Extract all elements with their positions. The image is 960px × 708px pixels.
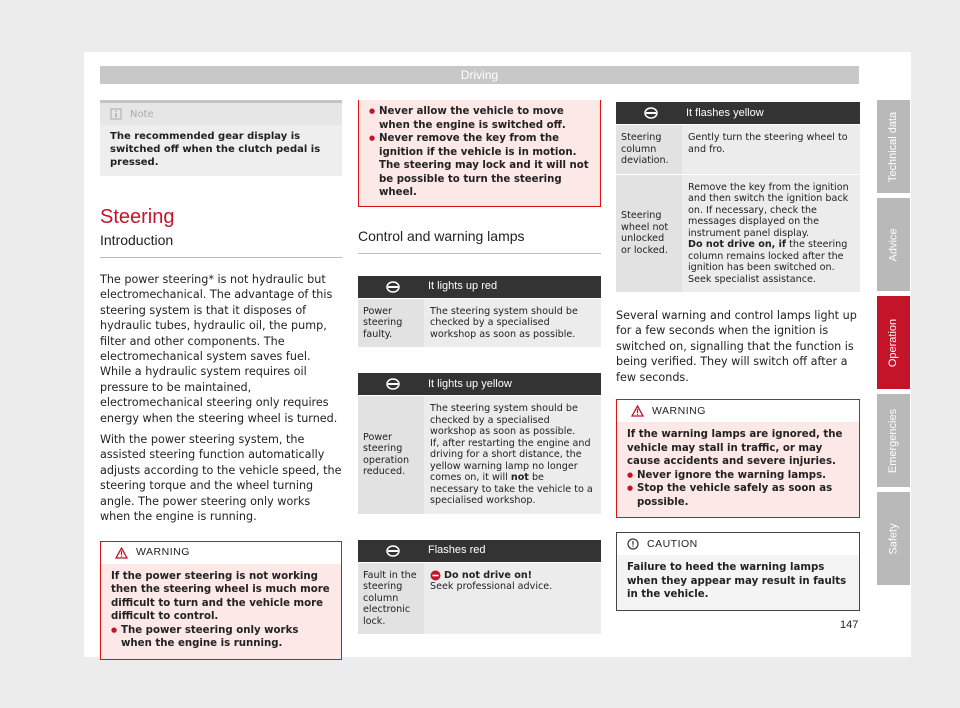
tab-advice[interactable]: Advice <box>877 198 910 291</box>
table-title: It lights up yellow <box>428 377 512 390</box>
column-right <box>616 100 860 611</box>
lamp-table-red <box>358 276 601 348</box>
steering-wheel-icon <box>644 107 658 119</box>
paragraph: Several warning and control lamps light up for a few seconds when the ignition is switched on, signalling that the function is being verified. They will switch off after a few seconds. <box>616 309 857 384</box>
warning-bullet: ● Stop the vehicle safely as soon as possible. <box>627 482 849 509</box>
lamp-table-yellow <box>358 373 601 514</box>
warning-triangle-icon <box>631 405 644 417</box>
info-icon <box>110 108 122 120</box>
stop-icon <box>430 570 441 581</box>
page-number: 147 <box>840 619 859 631</box>
steering-wheel-icon <box>386 545 400 557</box>
column-left <box>100 100 342 660</box>
table-row: Steering column deviation. Gently turn the steering wheel to and fro. <box>616 124 860 174</box>
page-header: Driving <box>100 66 859 84</box>
caution-text: Failure to heed the warning lamps when they appear may result in faults in the vehicle. <box>627 562 847 601</box>
warning-box <box>100 541 342 660</box>
chapter-tabs <box>877 100 911 590</box>
warning-triangle-icon <box>115 547 128 559</box>
warning-bullet: ● Never ignore the warning lamps. <box>627 469 849 483</box>
warning-text: If the power steering is not working then the steering wheel is much more difficult to turn and the vehicle more difficult to control. <box>111 570 330 622</box>
note-text: The recommended gear display is switched off when the clutch pedal is pressed. <box>110 131 321 168</box>
table-row: Fault in the steering column electronic lock. Do not drive on! Seek professional advice. <box>358 562 601 635</box>
table-row: Steering wheel not unlocked or locked. Remove the key from the ignition and then switch the ignition back on. If necessary, check the messages displayed on the instrument panel display. Do not drive on, if the steering column remains locked after the ignition has been switched on. Seek specialist assistance. <box>616 174 860 293</box>
table-title: It flashes yellow <box>686 106 764 119</box>
tab-safety[interactable]: Safety <box>877 492 910 585</box>
caution-icon <box>627 538 639 550</box>
steering-wheel-icon <box>386 378 400 390</box>
warning-box <box>616 399 860 518</box>
paragraph: The power steering* is not hydraulic but electromechanical. The advantage of this steering system is that it disposes of hydraulic tubes, hydraulic oil, the pump, filter and other components. The electromechanical system saves fuel. While a hydraulic system requires oil pressure to be maintained, electromechanical steering only requires energy when the steering wheel is turned. <box>100 273 338 425</box>
table-row: Power steering operation reduced. The steering system should be checked by a specialised workshop as soon as possible. If, after restarting the engine and driving for a short distance, the yellow warning lamp no longer comes on, it will not be necessary to take the vehicle to a specialised workshop. <box>358 395 601 514</box>
caution-box <box>616 532 860 611</box>
note-box <box>100 100 342 176</box>
paragraph: With the power steering system, the assisted steering function automatically adjusts according to the vehicle speed, the steering torque and the wheel turning angle. The power steering only works when the engine is running. <box>100 433 342 524</box>
table-row: Power steering faulty. The steering system should be checked by a specialised workshop as soon as possible. <box>358 298 601 348</box>
warning-label: WARNING <box>652 404 706 417</box>
warning-bullet: ● Never allow the vehicle to move when the engine is switched off. <box>369 105 590 132</box>
warning-label: WARNING <box>136 546 190 558</box>
note-label: Note <box>130 108 154 120</box>
tab-emergencies[interactable]: Emergencies <box>877 394 910 487</box>
warning-text: If the warning lamps are ignored, the vehicle may stall in traffic, or may cause accidents and severe injuries. <box>627 429 843 468</box>
tab-technical-data[interactable]: Technical data <box>877 100 910 193</box>
caution-label: CAUTION <box>647 537 698 550</box>
table-title: It lights up red <box>428 280 498 292</box>
intro-title: Introduction <box>100 233 342 258</box>
warning-continued <box>358 100 601 207</box>
column-middle <box>358 100 601 634</box>
warning-bullet: ● The power steering only works when the engine is running. <box>111 624 331 651</box>
tab-operation[interactable]: Operation <box>877 296 910 389</box>
control-title: Control and warning lamps <box>358 229 601 254</box>
lamp-table-flashes-red <box>358 540 601 635</box>
steering-wheel-icon <box>386 281 400 293</box>
section-title: Steering <box>100 206 175 228</box>
warning-bullet: ● Never remove the key from the ignition if the vehicle is in motion. The steering may lock and it will not be possible to turn the steering wheel. <box>369 132 590 200</box>
table-title: Flashes red <box>428 544 486 556</box>
lamp-table-flashes-yellow <box>616 102 860 292</box>
